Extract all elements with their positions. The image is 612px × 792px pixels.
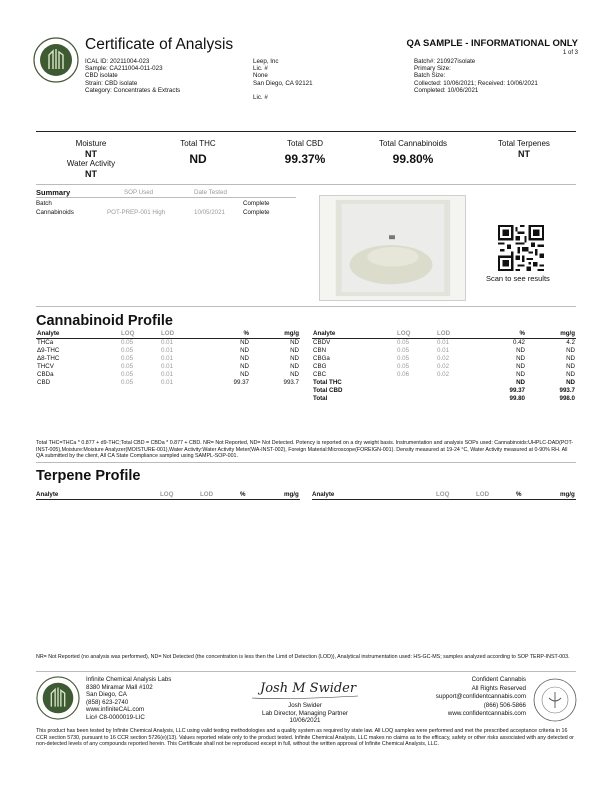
sample-info: [85, 58, 180, 94]
analyte-name: Δ8-THC: [37, 355, 60, 362]
table-row: [312, 395, 576, 403]
percent-value: ND: [240, 371, 249, 378]
lod-value: 0.01: [437, 339, 450, 346]
analyte-name: Total CBD: [313, 387, 343, 394]
percent-value: ND: [240, 339, 249, 346]
signature-image: [246, 674, 364, 704]
client-license-value: None: [253, 72, 268, 80]
total-thc-cell: [163, 139, 233, 166]
mgg-value: ND: [290, 339, 299, 346]
header-divider: [36, 131, 576, 132]
loq-value: 0.05: [397, 363, 410, 370]
lod-value: 0.01: [161, 355, 174, 362]
total-terpenes-cell: [486, 139, 562, 160]
summary-row-name: Cannabinoids: [36, 209, 74, 216]
col-lod: LOD: [160, 330, 200, 339]
lod-value: [436, 379, 476, 387]
cc-rights: All Rights Reserved: [471, 684, 526, 692]
percent-value: 99.80: [509, 395, 525, 402]
terpene-profile-title: Terpene Profile: [36, 468, 141, 484]
mgg-value: 4.2: [566, 339, 575, 346]
percent-value: ND: [516, 355, 525, 362]
table-header-row: [312, 330, 576, 339]
lod-value: [436, 387, 476, 395]
col-percent: %: [476, 330, 526, 339]
total-thc-label: Total THC: [180, 139, 216, 148]
col-loq: LOQ: [120, 330, 160, 339]
mgg-value: 998.0: [559, 395, 575, 402]
lod-value: 0.01: [161, 371, 174, 378]
table-row: [36, 355, 300, 363]
terp-col-analyte: Analyte: [36, 491, 59, 498]
lab-license: Lic# C8-0000019-LIC: [86, 713, 145, 721]
lab-phone: (858) 623-2740: [86, 698, 129, 706]
mgg-value: ND: [566, 355, 575, 362]
page-number: 1 of 3: [562, 50, 578, 56]
footer-divider: [36, 671, 576, 672]
sample-photo: [319, 195, 466, 301]
summary-row-name: Batch: [36, 200, 52, 207]
analyte-name: CBDV: [313, 339, 331, 346]
terpene-note: NR= Not Reported (no analysis was performed), ND= Not Detected (the concentration is less then the Limit of Detection (LOD)), Analytical instrumentation used: HS-GC-MS; samples analyzed according to SOP TERP-INST-003.: [36, 654, 570, 660]
signature-script: Josh M Swider: [260, 681, 357, 696]
summary-row-status: Complete: [243, 200, 270, 207]
lab-website[interactable]: www.infiniteCAL.com: [86, 706, 145, 714]
loq-value: [396, 387, 436, 395]
confident-cannabis-seal-icon: [533, 678, 577, 722]
loq-value: 0.05: [121, 363, 134, 370]
date-header: Date Tested: [194, 189, 227, 196]
batch-number: Batch#: 210927isolate: [414, 58, 476, 65]
summary-header-rule: [36, 197, 296, 198]
category: Category: Concentrates & Extracts: [85, 86, 181, 94]
total-cbd-label: Total CBD: [286, 139, 323, 148]
client-license: Lic. #: [253, 65, 268, 73]
loq-value: 0.05: [397, 347, 410, 354]
analyte-name: CBD: [37, 379, 51, 386]
loq-value: 0.05: [121, 371, 134, 378]
analyte-name: THCV: [37, 363, 54, 370]
table-row: [312, 363, 576, 371]
table-row: [312, 371, 576, 379]
percent-value: ND: [240, 347, 249, 354]
table-row: [36, 379, 300, 387]
qr-code-icon[interactable]: [498, 225, 544, 271]
loq-value: [396, 395, 436, 403]
client-name: Leep, Inc: [253, 58, 279, 65]
lod-value: 0.01: [161, 347, 174, 354]
mgg-value: ND: [290, 355, 299, 362]
client-info: [253, 58, 313, 101]
lod-value: 0.01: [161, 379, 174, 386]
water-activity-label: Water Activity: [66, 159, 116, 168]
terp-col-analyte: Analyte: [312, 491, 335, 498]
table-row: [312, 339, 576, 348]
col-loq: LOQ: [396, 330, 436, 339]
scan-label: Scan to see results: [486, 274, 550, 283]
summary-row-status: Complete: [243, 209, 270, 216]
lod-value: 0.01: [161, 339, 174, 346]
moisture-cell: [56, 139, 126, 179]
completed-date: Completed: 10/06/2021: [414, 86, 479, 94]
mgg-value: ND: [290, 363, 299, 370]
analyte-name: THCa: [37, 339, 54, 346]
loq-value: 0.05: [121, 339, 134, 346]
table-row: [312, 379, 576, 387]
table-row: [36, 371, 300, 379]
terp-col-loq: LOQ: [436, 491, 450, 498]
profile-divider: [36, 306, 576, 307]
lod-value: 0.01: [161, 363, 174, 370]
terp-col-mgg: mg/g: [560, 491, 575, 498]
percent-value: 99.37: [509, 387, 525, 394]
table-row: [312, 387, 576, 395]
water-activity-value: NT: [85, 169, 97, 179]
col-lod: LOD: [436, 330, 476, 339]
loq-value: 0.05: [121, 355, 134, 362]
percent-value: 0.42: [512, 339, 525, 346]
cannabinoid-footnote: Total THC=THCa * 0.877 + d9-THC;Total CBD = CBDa * 0.877 + CBD. NR= Not Reported, ND= Not Detected. Potency is reported on a dry weight basis. Instrumentation and analysis SOPs used: Cannabinoids:UHPLC-DAD(POT-INST-005),Moisture:Moisture Analyzer(MOISTURE-001),Water Activity:Water Activity Meter(WA-INST-002), Foreign Material:Microscope(FOREIGN-001). Density measured at 19-24 °C, Water Activity measured at 0-90% RH. All QA submitted by the client, All CA State Compliance sampled using SAMPL-SOP-001.: [36, 440, 574, 460]
analyte-name: Δ9-THC: [37, 347, 60, 354]
moisture-label: Moisture: [75, 139, 107, 148]
lab-logo-icon: [36, 676, 80, 720]
sample-name: CBD isolate: [85, 72, 118, 80]
analyte-name: CBC: [313, 371, 327, 378]
col-percent: %: [200, 330, 250, 339]
analyte-name: Total: [313, 395, 328, 402]
loq-value: 0.05: [397, 355, 410, 362]
table-header-row: [36, 330, 300, 339]
cannabinoid-profile-title: Cannabinoid Profile: [36, 313, 173, 329]
disclaimer: This product has been tested by Infinite Chemical Analysis, LLC using valid testing methodologies and a quality system as required by state law. All LOQ samples were performed and met the prescribed acceptance criteria in 16 CCR section 5730, pursuant to 16 CCR section 5726(e)(13). Values reported relate only to the product tested. Infinite Chemical Analysis, LLC makes no claims as to the efficacy, safety or other risks associated with any detected or non-detected levels of any compounds reported herein. This Certificate shall not be reproduced except in full, without the written approval of Infinite Chemical Analysis, LLC.: [36, 728, 574, 748]
col-analyte: Analyte: [36, 330, 120, 339]
analyte-name: CBGa: [313, 355, 330, 362]
analyte-name: Total THC: [313, 379, 342, 386]
cc-name: Confident Cannabis: [471, 676, 526, 683]
mgg-value: ND: [566, 379, 575, 386]
mgg-value: ND: [290, 371, 299, 378]
lod-value: 0.01: [437, 347, 450, 354]
col-mgg: mg/g: [250, 330, 300, 339]
lod-value: 0.02: [437, 363, 450, 370]
terp-col-percent: %: [240, 491, 246, 498]
mgg-value: ND: [290, 347, 299, 354]
lod-value: 0.02: [437, 371, 450, 378]
table-row: [312, 347, 576, 355]
table-row: [36, 363, 300, 371]
cc-phone: (866) 506-5866: [483, 701, 526, 709]
cannabinoid-table-right: [312, 330, 576, 403]
signatory-name: Josh Swider: [288, 702, 322, 709]
signature-date: 10/06/2021: [289, 717, 321, 725]
percent-value: ND: [516, 363, 525, 370]
loq-value: 0.06: [397, 371, 410, 378]
total-cannabinoids-value: 99.80%: [392, 152, 434, 166]
percent-value: ND: [240, 363, 249, 370]
loq-value: [396, 379, 436, 387]
sample-id: Sample: CA211004-011-023: [85, 65, 163, 73]
total-terpenes-value: NT: [518, 149, 530, 159]
total-thc-value: ND: [189, 152, 207, 166]
terp-col-percent: %: [516, 491, 522, 498]
lab-logo-icon: [33, 37, 79, 83]
strain: Strain: CBD isolate: [85, 79, 138, 87]
total-cannabinoids-label: Total Cannabinoids: [378, 139, 448, 148]
percent-value: ND: [516, 379, 525, 386]
terp-col-lod: LOD: [476, 491, 490, 498]
mgg-value: 993.7: [559, 387, 575, 394]
loq-value: 0.05: [397, 339, 410, 346]
percent-value: ND: [516, 371, 525, 378]
loq-value: 0.05: [121, 347, 134, 354]
col-mgg: mg/g: [526, 330, 576, 339]
percent-value: ND: [240, 355, 249, 362]
total-terpenes-label: Total Terpenes: [498, 139, 550, 148]
analyte-name: CBDa: [37, 371, 54, 378]
summary-row-date: 10/05/2021: [194, 209, 225, 216]
document-title: Certificate of Analysis: [85, 36, 234, 53]
terp-col-loq: LOQ: [160, 491, 174, 498]
confident-cannabis-info: [418, 676, 526, 719]
ical-id: ICAL ID: 20211004-023: [85, 58, 150, 65]
summary-row-sop: POT-PREP-001 High: [107, 209, 166, 216]
total-cbd-value: 99.37%: [284, 152, 326, 166]
collected-received: Collected: 10/06/2021; Received: 10/06/2021: [414, 79, 538, 87]
client-address: San Diego, CA 92121: [253, 79, 313, 87]
col-analyte: Analyte: [312, 330, 396, 339]
signatory-info: [250, 702, 360, 725]
total-cannabinoids-cell: [368, 139, 458, 166]
mgg-value: ND: [566, 347, 575, 354]
lab-city: San Diego, CA: [86, 691, 127, 699]
lod-value: 0.02: [437, 355, 450, 362]
summary-title: Summary: [36, 188, 71, 197]
cc-website[interactable]: www.confidentcannabis.com: [447, 710, 526, 718]
mgg-value: ND: [566, 363, 575, 370]
percent-value: 99.37: [233, 379, 249, 386]
lab-address: 8380 Miramar Mall #102: [86, 683, 153, 691]
cc-email[interactable]: support@confidentcannabis.com: [435, 693, 526, 701]
lab-info: [86, 676, 171, 722]
mgg-value: ND: [566, 371, 575, 378]
summary-divider: [36, 184, 576, 185]
batch-size: Batch Size:: [414, 72, 446, 80]
loq-value: 0.05: [121, 379, 134, 386]
cannabinoid-table-left: [36, 330, 300, 387]
analyte-name: CBN: [313, 347, 327, 354]
terp-col-lod: LOD: [200, 491, 214, 498]
lod-value: [436, 395, 476, 403]
client-license-2: Lic. #: [253, 94, 268, 101]
signatory-title: Lab Director, Managing Partner: [262, 709, 348, 717]
table-row: [312, 355, 576, 363]
table-row: [36, 339, 300, 348]
analyte-name: CBG: [313, 363, 327, 370]
terp-header-rule: [312, 499, 576, 500]
qa-sample-label: QA SAMPLE - INFORMATIONAL ONLY: [406, 38, 578, 49]
terp-col-mgg: mg/g: [284, 491, 299, 498]
lab-name: Infinite Chemical Analysis Labs: [86, 676, 172, 683]
table-row: [36, 347, 300, 355]
batch-info: [414, 58, 538, 94]
total-cbd-cell: [270, 139, 340, 166]
terpene-divider: [36, 462, 576, 463]
primary-size: Primary Size:: [414, 65, 451, 73]
terp-header-rule: [36, 499, 300, 500]
sop-header: SOP Used: [124, 189, 154, 196]
moisture-value: NT: [85, 149, 97, 159]
percent-value: ND: [516, 347, 525, 354]
mgg-value: 993.7: [283, 379, 299, 386]
